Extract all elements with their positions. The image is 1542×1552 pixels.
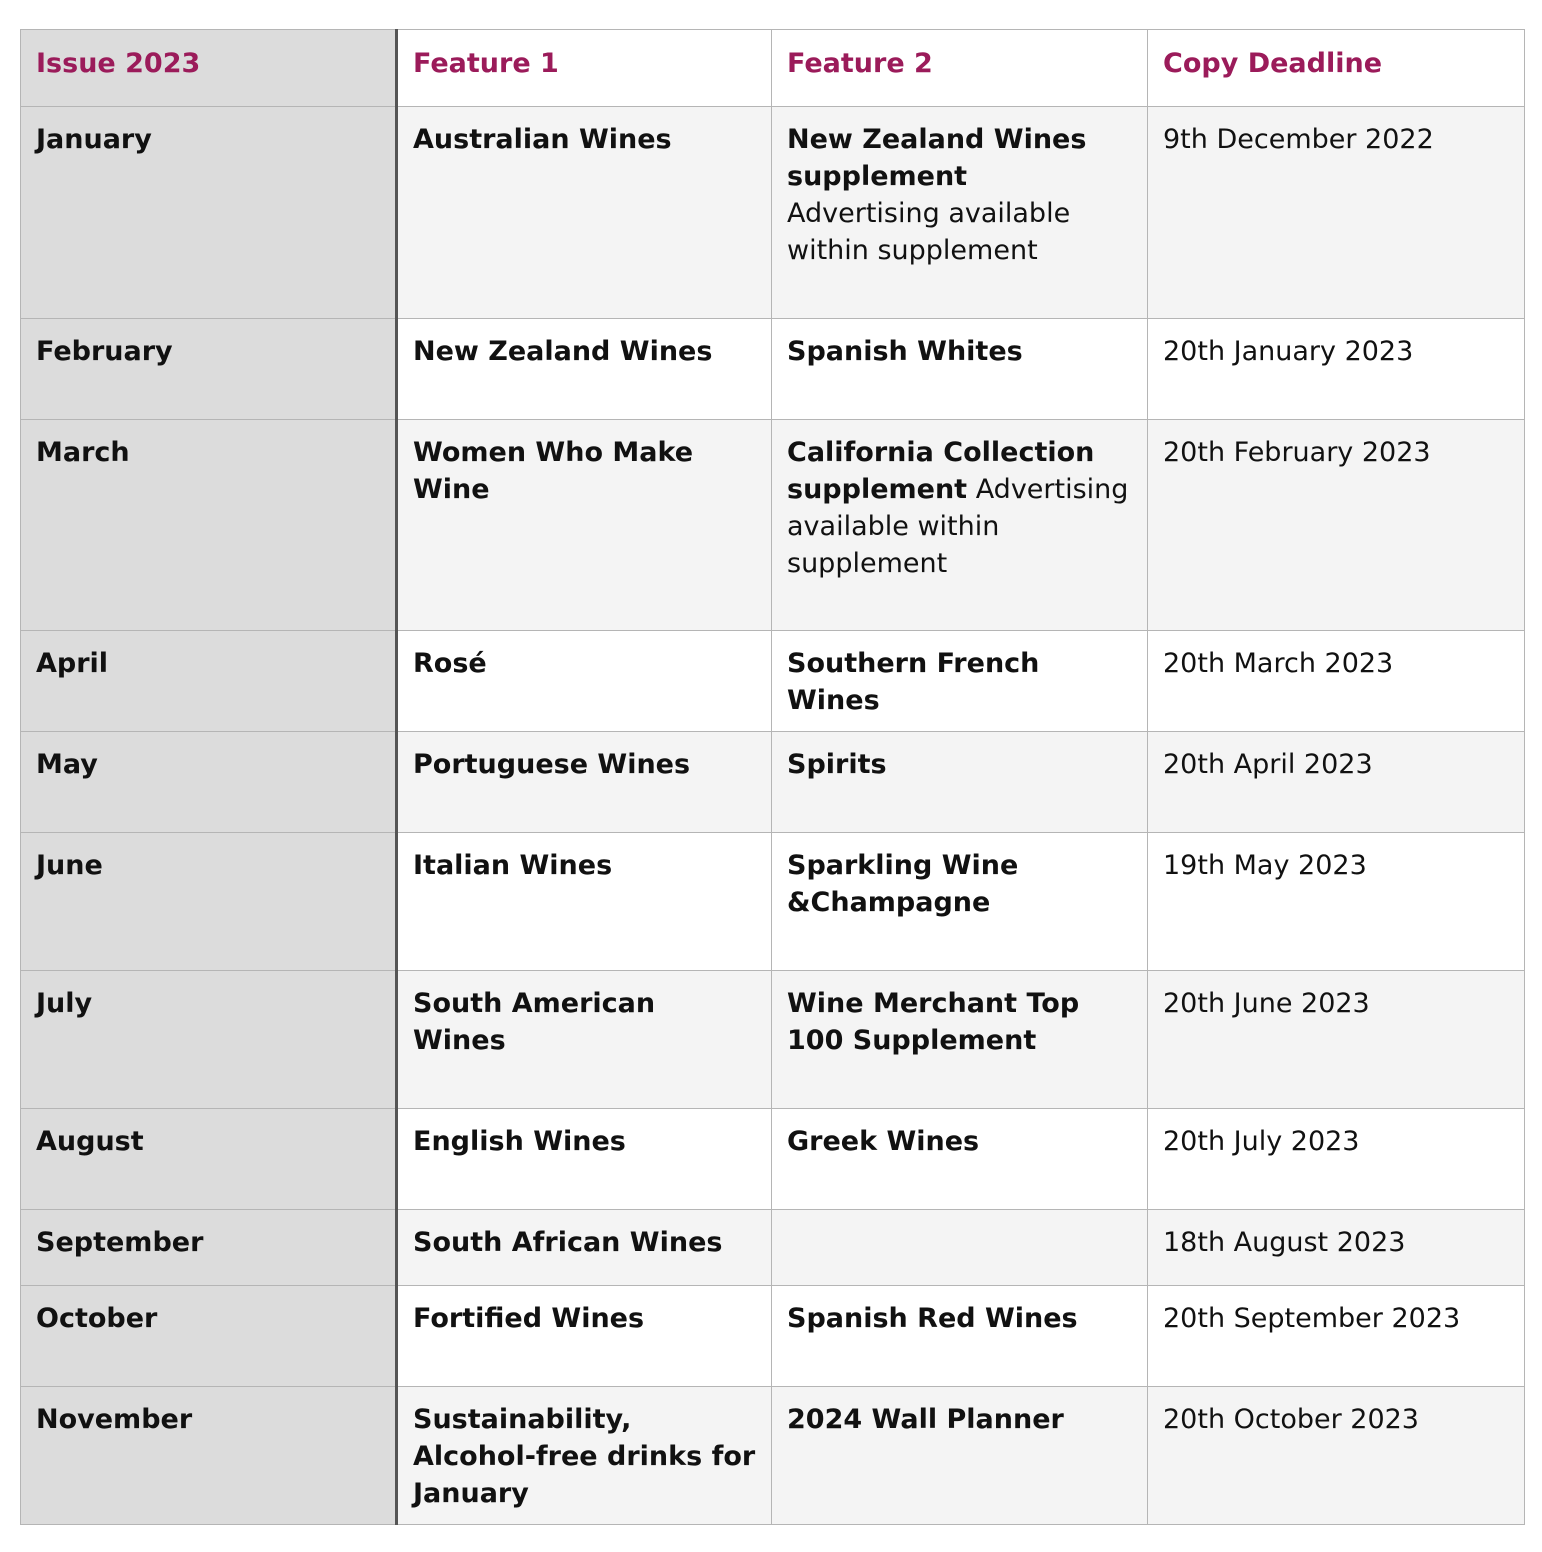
feature-2-title: Greek Wines [787,1126,980,1157]
feature-1-cell: Women Who Make Wine [397,420,772,631]
header-copy-deadline: Copy Deadline [1148,30,1525,107]
deadline-cell: 20th September 2023 [1148,1286,1525,1387]
table-row [21,833,1525,971]
deadline-cell: 19th May 2023 [1148,833,1525,971]
header-row [21,30,1525,107]
table-row [21,732,1525,833]
feature-2-cell [772,1387,1148,1525]
editorial-calendar-table [20,29,1525,1525]
feature-2-cell [772,971,1148,1109]
feature-2-title: Sparkling Wine &Champagne [787,850,1019,918]
feature-1-cell: Rosé [397,631,772,732]
header-issue: Issue 2023 [21,30,397,107]
header-feature-2: Feature 2 [772,30,1148,107]
deadline-cell: 20th July 2023 [1148,1109,1525,1210]
table-row [21,1286,1525,1387]
feature-2-cell [772,1210,1148,1286]
month-cell: October [21,1286,397,1387]
deadline-cell: 20th April 2023 [1148,732,1525,833]
month-cell: November [21,1387,397,1525]
feature-2-title: Spanish Red Wines [787,1303,1078,1334]
feature-2-cell [772,732,1148,833]
feature-2-cell [772,833,1148,971]
month-cell: August [21,1109,397,1210]
month-cell: September [21,1210,397,1286]
month-cell: January [21,107,397,319]
feature-2-note: Advertising available within supplement [787,474,1129,579]
table-row [21,631,1525,732]
deadline-cell: 20th January 2023 [1148,319,1525,420]
deadline-cell: 20th February 2023 [1148,420,1525,631]
feature-2-title: Southern French Wines [787,648,1040,716]
feature-2-note: Advertising available within supplement [787,198,1071,266]
feature-2-cell [772,319,1148,420]
feature-1-cell: South African Wines [397,1210,772,1286]
feature-1-cell: New Zealand Wines [397,319,772,420]
feature-2-cell [772,1286,1148,1387]
table-row [21,1109,1525,1210]
header-feature-1: Feature 1 [397,30,772,107]
feature-1-cell: Portuguese Wines [397,732,772,833]
deadline-cell: 18th August 2023 [1148,1210,1525,1286]
feature-2-title: New Zealand Wines supplement [787,124,1087,192]
feature-2-title: Spanish Whites [787,336,1023,367]
feature-2-title: Spirits [787,749,887,780]
table-row [21,319,1525,420]
feature-2-cell [772,631,1148,732]
feature-1-cell: South American Wines [397,971,772,1109]
deadline-cell: 20th March 2023 [1148,631,1525,732]
deadline-cell: 9th December 2022 [1148,107,1525,319]
month-cell: March [21,420,397,631]
feature-1-cell: Sustainability, Alcohol-free drinks for January [397,1387,772,1525]
feature-2-title: Wine Merchant Top 100 Supplement [787,988,1080,1056]
feature-2-cell [772,107,1148,319]
month-cell: May [21,732,397,833]
table-row [21,107,1525,319]
table-row [21,420,1525,631]
feature-1-cell: Fortified Wines [397,1286,772,1387]
feature-1-cell: English Wines [397,1109,772,1210]
feature-1-cell: Italian Wines [397,833,772,971]
table-row [21,1210,1525,1286]
month-cell: April [21,631,397,732]
table-row [21,1387,1525,1525]
feature-2-cell [772,1109,1148,1210]
month-cell: July [21,971,397,1109]
month-cell: June [21,833,397,971]
feature-1-cell: Australian Wines [397,107,772,319]
feature-2-title: California Collection supplement [787,437,1095,505]
month-cell: February [21,319,397,420]
deadline-cell: 20th June 2023 [1148,971,1525,1109]
deadline-cell: 20th October 2023 [1148,1387,1525,1525]
feature-2-cell [772,420,1148,631]
feature-2-title: 2024 Wall Planner [787,1404,1064,1435]
table-row [21,971,1525,1109]
